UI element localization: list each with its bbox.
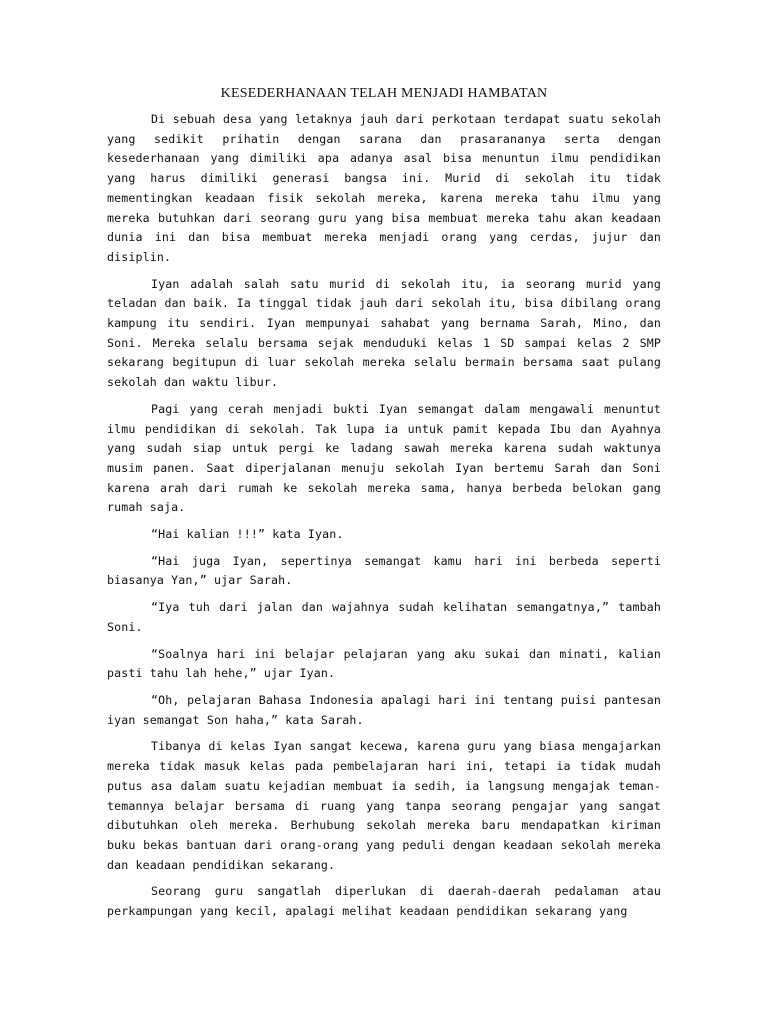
paragraph-1: Di sebuah desa yang letaknya jauh dari perkotaan terdapat suatu sekolah yang sedikit prihatin dengan sarana dan prasarananya serta dengan kesederhanaan yang dimiliki apa adanya asal bisa menuntun ilmu pendidikan yang harus dimiliki generasi bangsa ini. Murid di sekolah itu tidak mementingkan keadaan fisik sekolah mereka, karena mereka tahu ilmu yang mereka butuhkan dari seorang guru yang bisa membuat mereka tahu akan keadaan dunia ini dan bisa membuat mereka menjadi orang yang cerdas, jujur dan disiplin.	[107, 112, 661, 264]
paragraph-5: Seorang guru sangatlah diperlukan di daerah-daerah pedalaman atau perkampungan yang kecil, apalagi melihat keadaan pendidikan sekarang yang	[107, 884, 661, 919]
dialogue-4: “Soalnya hari ini belajar pelajaran yang aku sukai dan minati, kalian pasti tahu lah hehe,” ujar Iyan.	[107, 646, 661, 681]
document-title: KESEDERHANAAN TELAH MENJADI HAMBATAN	[220, 86, 548, 101]
dialogue-1: “Hai kalian !!!” kata Iyan.	[151, 527, 344, 542]
paragraph-3: Pagi yang cerah menjadi bukti Iyan semangat dalam mengawali menuntut ilmu pendidikan di sekolah. Tak lupa ia untuk pamit kepada Ibu dan Ayahnya yang sudah siap untuk pergi ke ladang sawah mereka karena sudah waktunya musim panen. Saat diperjalanan menuju sekolah Iyan bertemu Sarah dan Soni karena arah dari rumah ke sekolah mereka sama, hanya berbeda belokan gang rumah saja.	[107, 401, 661, 515]
dialogue-2: “Hai juga Iyan, sepertinya semangat kamu hari ini berbeda seperti biasanya Yan,” ujar Sarah.	[107, 553, 661, 588]
dialogue-5: “Oh, pelajaran Bahasa Indonesia apalagi hari ini tentang puisi pantesan iyan semangat Son haha,” kata Sarah.	[107, 692, 661, 727]
paragraph-4: Tibanya di kelas Iyan sangat kecewa, karena guru yang biasa mengajarkan mereka tidak masuk kelas pada pembelajaran hari ini, tetapi ia tidak mudah putus asa dalam suatu kejadian membuat ia sedih, ia langsung mengajak teman-temannya belajar bersama di ruang yang tanpa seorang pengajar yang sangat dibutuhkan oleh mereka. Berhubung sekolah mereka baru mendapatkan kiriman buku bekas bantuan dari orang-orang yang peduli dengan keadaan sekolah mereka dan keadaan pendidikan sekarang.	[107, 739, 661, 872]
dialogue-3: “Iya tuh dari jalan dan wajahnya sudah kelihatan semangatnya,” tambah Soni.	[107, 600, 661, 634]
paragraph-2: Iyan adalah salah satu murid di sekolah itu, ia seorang murid yang teladan dan baik. Ia tinggal tidak jauh dari sekolah itu, bisa dibilang orang kampung itu sendiri. Iyan mempunyai sahabat yang bernama Sarah, Mino, dan Soni. Mereka selalu bersama sejak menduduki kelas 1 SD sampai kelas 2 SMP sekarang begitupun di luar sekolah mereka selalu bermain bersama saat pulang sekolah dan waktu libur.	[107, 276, 661, 390]
